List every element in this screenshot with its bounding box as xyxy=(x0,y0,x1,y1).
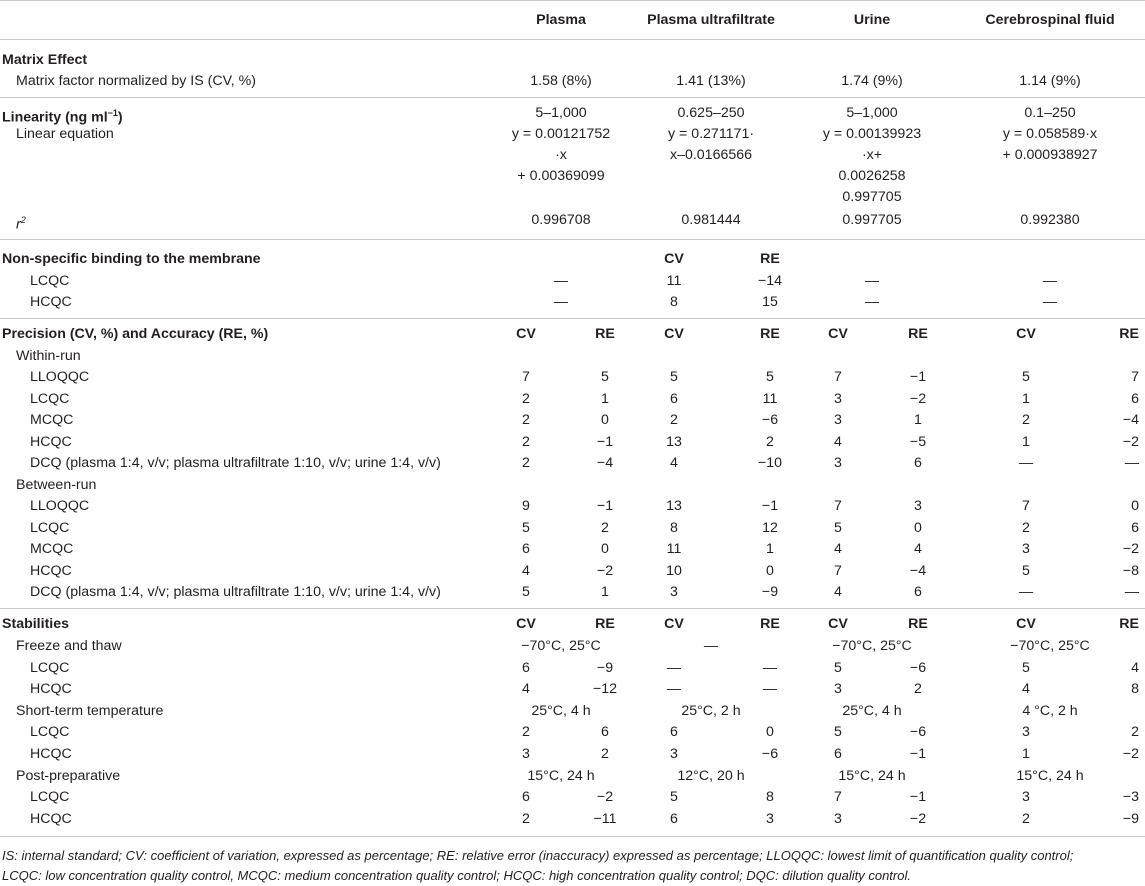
cv-value: 7 xyxy=(834,789,842,806)
re-value: −4 xyxy=(596,455,614,472)
re-value: −1 xyxy=(909,746,927,762)
row-label: LCQC xyxy=(30,724,70,741)
re-value: −11 xyxy=(593,810,617,827)
re-value: −1 xyxy=(909,789,927,806)
re-value: −2 xyxy=(1122,746,1139,762)
cv-value: 2 xyxy=(670,412,678,429)
condition-value: 25°C, 4 h xyxy=(842,702,902,719)
re-value: 11 xyxy=(762,390,778,407)
re-value: 1 xyxy=(914,412,922,429)
re-value: 6 xyxy=(601,724,609,741)
cv-value: 2 xyxy=(1022,810,1030,827)
header-rule xyxy=(0,39,1145,40)
re-value: −6 xyxy=(909,659,927,676)
cv-value: 5 xyxy=(522,584,530,601)
re-value: 0 xyxy=(766,562,774,579)
re-value: −6 xyxy=(761,746,779,762)
row-label: LCQC xyxy=(30,789,70,806)
cv-value: — xyxy=(1018,455,1034,472)
cv-value: 8 xyxy=(670,519,678,536)
linearity-range: 0.625–250 xyxy=(677,105,745,121)
re-value: 6 xyxy=(1131,519,1139,536)
cv-value: 4 xyxy=(522,562,530,579)
re-value: 4 xyxy=(914,541,922,558)
matrix-factor-value: 1.41 (13%) xyxy=(676,73,746,89)
condition-value: 25°C, 2 h xyxy=(681,702,741,719)
re-value: 1 xyxy=(601,390,609,407)
linear-equation-line: + 0.000938927 xyxy=(1002,147,1098,163)
section-rule xyxy=(0,97,1145,98)
cv-value: 5 xyxy=(522,519,530,536)
cv-header: CV xyxy=(664,616,684,632)
cv-value: 3 xyxy=(1022,724,1030,741)
cv-value: 7 xyxy=(1022,498,1030,514)
plasma-value: — xyxy=(553,294,569,310)
cv-value: 2 xyxy=(522,810,530,827)
table-top-rule xyxy=(0,0,1145,1)
cv-value: 7 xyxy=(522,369,530,385)
section-rule xyxy=(0,318,1145,319)
re-value: 2 xyxy=(601,519,609,536)
re-value: 7 xyxy=(1131,369,1139,385)
re-value: −12 xyxy=(592,681,618,698)
cv-value: 6 xyxy=(522,659,530,676)
cv-header: CV xyxy=(516,326,536,342)
linear-equation-line: 0.0026258 xyxy=(838,168,906,184)
re-value: 6 xyxy=(1131,390,1139,407)
matrix-factor-value: 1.14 (9%) xyxy=(1019,73,1081,89)
cv-value: 2 xyxy=(1022,412,1030,429)
re-value: 2 xyxy=(1131,724,1139,741)
r2-value: 0.996708 xyxy=(531,212,591,228)
footnote-line-2: LCQC: low concentration quality control, MCQC: medium concentration quality control; HCQC: high concentration quality control; DQC: dilution quality control. xyxy=(2,868,911,883)
linearity-title-exponent: −1 xyxy=(107,108,118,118)
cv-value: 13 xyxy=(666,433,682,450)
cv-header: CV xyxy=(828,616,848,632)
re-value: −2 xyxy=(1122,433,1139,450)
cv-value: 4 xyxy=(670,455,678,472)
row-label: HCQC xyxy=(30,810,72,827)
cv-value: 1 xyxy=(1022,746,1030,762)
cv-value: 1 xyxy=(1022,390,1030,407)
cv-value: 5 xyxy=(1022,369,1030,385)
row-label: LLOQQC xyxy=(30,369,90,385)
re-value: — xyxy=(1124,584,1139,601)
row-label: MCQC xyxy=(30,412,74,429)
subgroup-label: Freeze and thaw xyxy=(16,638,122,654)
linearity-title-text: Linearity (ng ml xyxy=(2,109,108,126)
re-value: −1 xyxy=(761,498,779,514)
re-value: 0 xyxy=(914,519,922,536)
condition-value: −70°C, 25°C xyxy=(521,638,601,654)
re-value: 2 xyxy=(766,433,774,450)
cv-header: CV xyxy=(828,326,848,342)
re-value: 3 xyxy=(914,498,922,514)
condition-value: 15°C, 24 h xyxy=(1016,767,1084,784)
row-label-linear-equation: Linear equation xyxy=(16,126,114,142)
linearity-range: 5–1,000 xyxy=(846,105,898,121)
row-label: LCQC xyxy=(30,519,70,536)
cv-value: 11 xyxy=(666,273,682,289)
cv-value: — xyxy=(666,681,682,698)
condition-value: −70°C, 25°C xyxy=(1010,638,1090,654)
re-value: 1 xyxy=(766,541,774,558)
re-value: −4 xyxy=(1122,412,1139,429)
re-value: 2 xyxy=(914,681,922,698)
cv-value: 3 xyxy=(834,390,842,407)
condition-value: 4 °C, 2 h xyxy=(1022,702,1078,719)
column-header-plasma_uf: Plasma ultrafiltrate xyxy=(647,12,775,28)
section-rule xyxy=(0,608,1145,609)
re-header: RE xyxy=(1119,616,1139,632)
r2-value: 0.992380 xyxy=(1020,212,1080,228)
cv-value: 1 xyxy=(1022,433,1030,450)
re-value: −9 xyxy=(761,584,779,601)
row-label: HCQC xyxy=(30,681,72,698)
re-value: 15 xyxy=(762,294,778,310)
linear-equation-line: 0.997705 xyxy=(842,189,902,205)
linear-equation-line: ·x xyxy=(555,147,567,163)
condition-value: 15°C, 24 h xyxy=(838,767,906,784)
cv-value: 7 xyxy=(834,562,842,579)
re-header: RE xyxy=(1119,326,1139,342)
row-label: LCQC xyxy=(30,273,70,289)
cv-value: 2 xyxy=(522,412,530,429)
section-title-linearity xyxy=(2,104,123,127)
linear-equation-line: y = 0.00121752 xyxy=(511,126,611,142)
footnote-line-1: IS: internal standard; CV: coefficient of variation, expressed as percentage; RE: relative error (inaccuracy) expressed as percentage; LLOQQC: lowest limit of quantification quality control; xyxy=(2,848,1074,863)
cv-value: 9 xyxy=(522,498,530,514)
cv-value: 3 xyxy=(1022,789,1030,806)
subgroup-label-within-run: Within-run xyxy=(16,348,81,364)
row-label-r2 xyxy=(16,211,26,234)
cv-value: 11 xyxy=(666,541,682,558)
cv-value: 6 xyxy=(522,541,530,558)
section-title-stabilities: Stabilities xyxy=(2,616,70,632)
row-label: HCQC xyxy=(30,562,72,579)
row-label: HCQC xyxy=(30,746,72,762)
re-header: RE xyxy=(760,616,780,632)
linear-equation-line: x–0.0166566 xyxy=(669,147,753,163)
cv-value: 3 xyxy=(670,584,678,601)
cv-header: CV xyxy=(664,326,684,342)
column-header-plasma: Plasma xyxy=(536,12,586,28)
cv-value: 3 xyxy=(1022,541,1030,558)
cv-value: 3 xyxy=(834,810,842,827)
linear-equation-line: y = 0.271171· xyxy=(667,126,755,142)
re-header: RE xyxy=(908,616,928,632)
re-value: 5 xyxy=(601,369,609,385)
cv-header: CV xyxy=(664,251,684,267)
condition-value: 15°C, 24 h xyxy=(527,767,595,784)
re-header: RE xyxy=(595,616,615,632)
urine-value: — xyxy=(864,273,880,289)
re-value: −2 xyxy=(596,562,614,579)
row-label: DCQ (plasma 1:4, v/v; plasma ultrafiltrate 1:10, v/v; urine 1:4, v/v) xyxy=(30,584,441,601)
condition-value: −70°C, 25°C xyxy=(832,638,912,654)
re-value: 5 xyxy=(766,369,774,385)
re-value: −9 xyxy=(596,659,614,676)
cv-header: CV xyxy=(1016,616,1036,632)
re-value: −2 xyxy=(1122,541,1139,558)
cv-value: 5 xyxy=(1022,562,1030,579)
linearity-range: 0.1–250 xyxy=(1024,105,1076,121)
linearity-range: 5–1,000 xyxy=(535,105,587,121)
cv-value: 7 xyxy=(834,369,842,385)
cv-value: 2 xyxy=(1022,519,1030,536)
column-header-urine: Urine xyxy=(853,12,891,28)
subgroup-label-between-run: Between-run xyxy=(16,477,97,493)
linear-equation-line: ·x+ xyxy=(861,147,883,163)
csf-value: — xyxy=(1042,273,1058,289)
row-label: HCQC xyxy=(30,294,72,310)
cv-value: 6 xyxy=(522,789,530,806)
csf-value: — xyxy=(1042,294,1058,310)
linearity-title-close: ) xyxy=(117,109,123,126)
re-value: 0 xyxy=(766,724,774,741)
row-label: LLOQQC xyxy=(30,498,90,514)
cv-value: 6 xyxy=(834,746,842,762)
cv-value: 4 xyxy=(1022,681,1030,698)
subgroup-label: Post-preparative xyxy=(16,767,121,784)
row-label-matrix-factor: Matrix factor normalized by IS (CV, %) xyxy=(16,73,256,89)
re-header: RE xyxy=(908,326,928,342)
cv-value: 4 xyxy=(834,584,842,601)
cv-header: CV xyxy=(1016,326,1036,342)
cv-value: 7 xyxy=(834,498,842,514)
section-title-nsb: Non-specific binding to the membrane xyxy=(2,251,261,267)
re-value: 0 xyxy=(601,541,609,558)
section-title-matrix-effect: Matrix Effect xyxy=(2,52,88,68)
re-header: RE xyxy=(760,251,780,267)
re-value: 8 xyxy=(766,789,774,806)
cv-value: 2 xyxy=(522,724,530,741)
re-value: −4 xyxy=(909,562,927,579)
r2-value: 0.981444 xyxy=(681,212,741,228)
cv-header: CV xyxy=(516,616,536,632)
cv-value: 4 xyxy=(834,433,842,450)
re-value: −1 xyxy=(596,498,614,514)
re-value: 12 xyxy=(762,519,778,536)
row-label: HCQC xyxy=(30,433,72,450)
re-value: 1 xyxy=(601,584,609,601)
re-value: 2 xyxy=(601,746,609,762)
re-value: 0 xyxy=(1131,498,1139,514)
cv-value: — xyxy=(666,659,682,676)
cv-value: 3 xyxy=(522,746,530,762)
cv-value: 2 xyxy=(522,455,530,472)
cv-value: 8 xyxy=(670,294,678,310)
cv-value: 6 xyxy=(670,390,678,407)
row-label: MCQC xyxy=(30,541,74,558)
re-value: −2 xyxy=(909,810,927,827)
re-value: 8 xyxy=(1131,681,1139,698)
re-value: — xyxy=(762,659,778,676)
re-value: — xyxy=(762,681,778,698)
re-value: −1 xyxy=(909,369,927,385)
cv-value: 2 xyxy=(522,390,530,407)
re-value: −10 xyxy=(757,455,783,472)
condition-value: — xyxy=(703,638,719,654)
cv-value: 5 xyxy=(670,369,678,385)
cv-value: 5 xyxy=(670,789,678,806)
re-value: 3 xyxy=(766,810,774,827)
row-label: LCQC xyxy=(30,659,70,676)
re-header: RE xyxy=(595,326,615,342)
re-value: −2 xyxy=(909,390,927,407)
matrix-factor-value: 1.74 (9%) xyxy=(841,73,903,89)
urine-value: — xyxy=(864,294,880,310)
cv-value: 6 xyxy=(670,724,678,741)
cv-value: 3 xyxy=(834,412,842,429)
re-value: −8 xyxy=(1122,562,1139,579)
row-label: LCQC xyxy=(30,390,70,407)
linear-equation-line: + 0.00369099 xyxy=(517,168,605,184)
re-value: −2 xyxy=(596,789,614,806)
cv-value: 13 xyxy=(666,498,682,514)
re-value: — xyxy=(1124,455,1139,472)
cv-value: 2 xyxy=(522,433,530,450)
plasma-value: — xyxy=(553,273,569,289)
cv-value: 3 xyxy=(670,746,678,762)
re-value: −9 xyxy=(1122,810,1139,827)
section-title-precision: Precision (CV, %) and Accuracy (RE, %) xyxy=(2,326,269,342)
re-header: RE xyxy=(760,326,780,342)
r2-exponent: 2 xyxy=(20,215,26,225)
cv-value: 5 xyxy=(834,724,842,741)
row-label: DCQ (plasma 1:4, v/v; plasma ultrafiltrate 1:10, v/v; urine 1:4, v/v) xyxy=(30,455,441,472)
re-value: −1 xyxy=(596,433,614,450)
cv-value: 5 xyxy=(834,659,842,676)
linear-equation-line: y = 0.058589·x xyxy=(1002,126,1098,142)
condition-value: 12°C, 20 h xyxy=(677,767,745,784)
subgroup-label: Short-term temperature xyxy=(16,702,164,719)
cv-value: 10 xyxy=(666,562,682,579)
table-bottom-rule xyxy=(0,836,1145,837)
cv-value: — xyxy=(1018,584,1034,601)
cv-value: 4 xyxy=(522,681,530,698)
cv-value: 5 xyxy=(1022,659,1030,676)
cv-value: 4 xyxy=(834,541,842,558)
matrix-factor-value: 1.58 (8%) xyxy=(530,73,592,89)
cv-value: 5 xyxy=(834,519,842,536)
re-value: −14 xyxy=(757,273,783,289)
condition-value: 25°C, 4 h xyxy=(531,702,591,719)
linear-equation-line: y = 0.00139923 xyxy=(822,126,922,142)
section-rule xyxy=(0,239,1145,240)
re-value: 6 xyxy=(914,584,922,601)
re-value: −3 xyxy=(1122,789,1139,806)
r2-value: 0.997705 xyxy=(842,212,902,228)
cv-value: 3 xyxy=(834,681,842,698)
cv-value: 6 xyxy=(670,810,678,827)
re-value: −6 xyxy=(761,412,779,429)
cv-value: 3 xyxy=(834,455,842,472)
re-value: 6 xyxy=(914,455,922,472)
re-value: 0 xyxy=(601,412,609,429)
re-value: −5 xyxy=(909,433,927,450)
table-footnote xyxy=(2,846,1142,886)
r2-symbol: r xyxy=(16,216,21,233)
re-value: −6 xyxy=(909,724,927,741)
re-value: 4 xyxy=(1131,659,1139,676)
column-header-csf: Cerebrospinal fluid xyxy=(985,12,1115,28)
